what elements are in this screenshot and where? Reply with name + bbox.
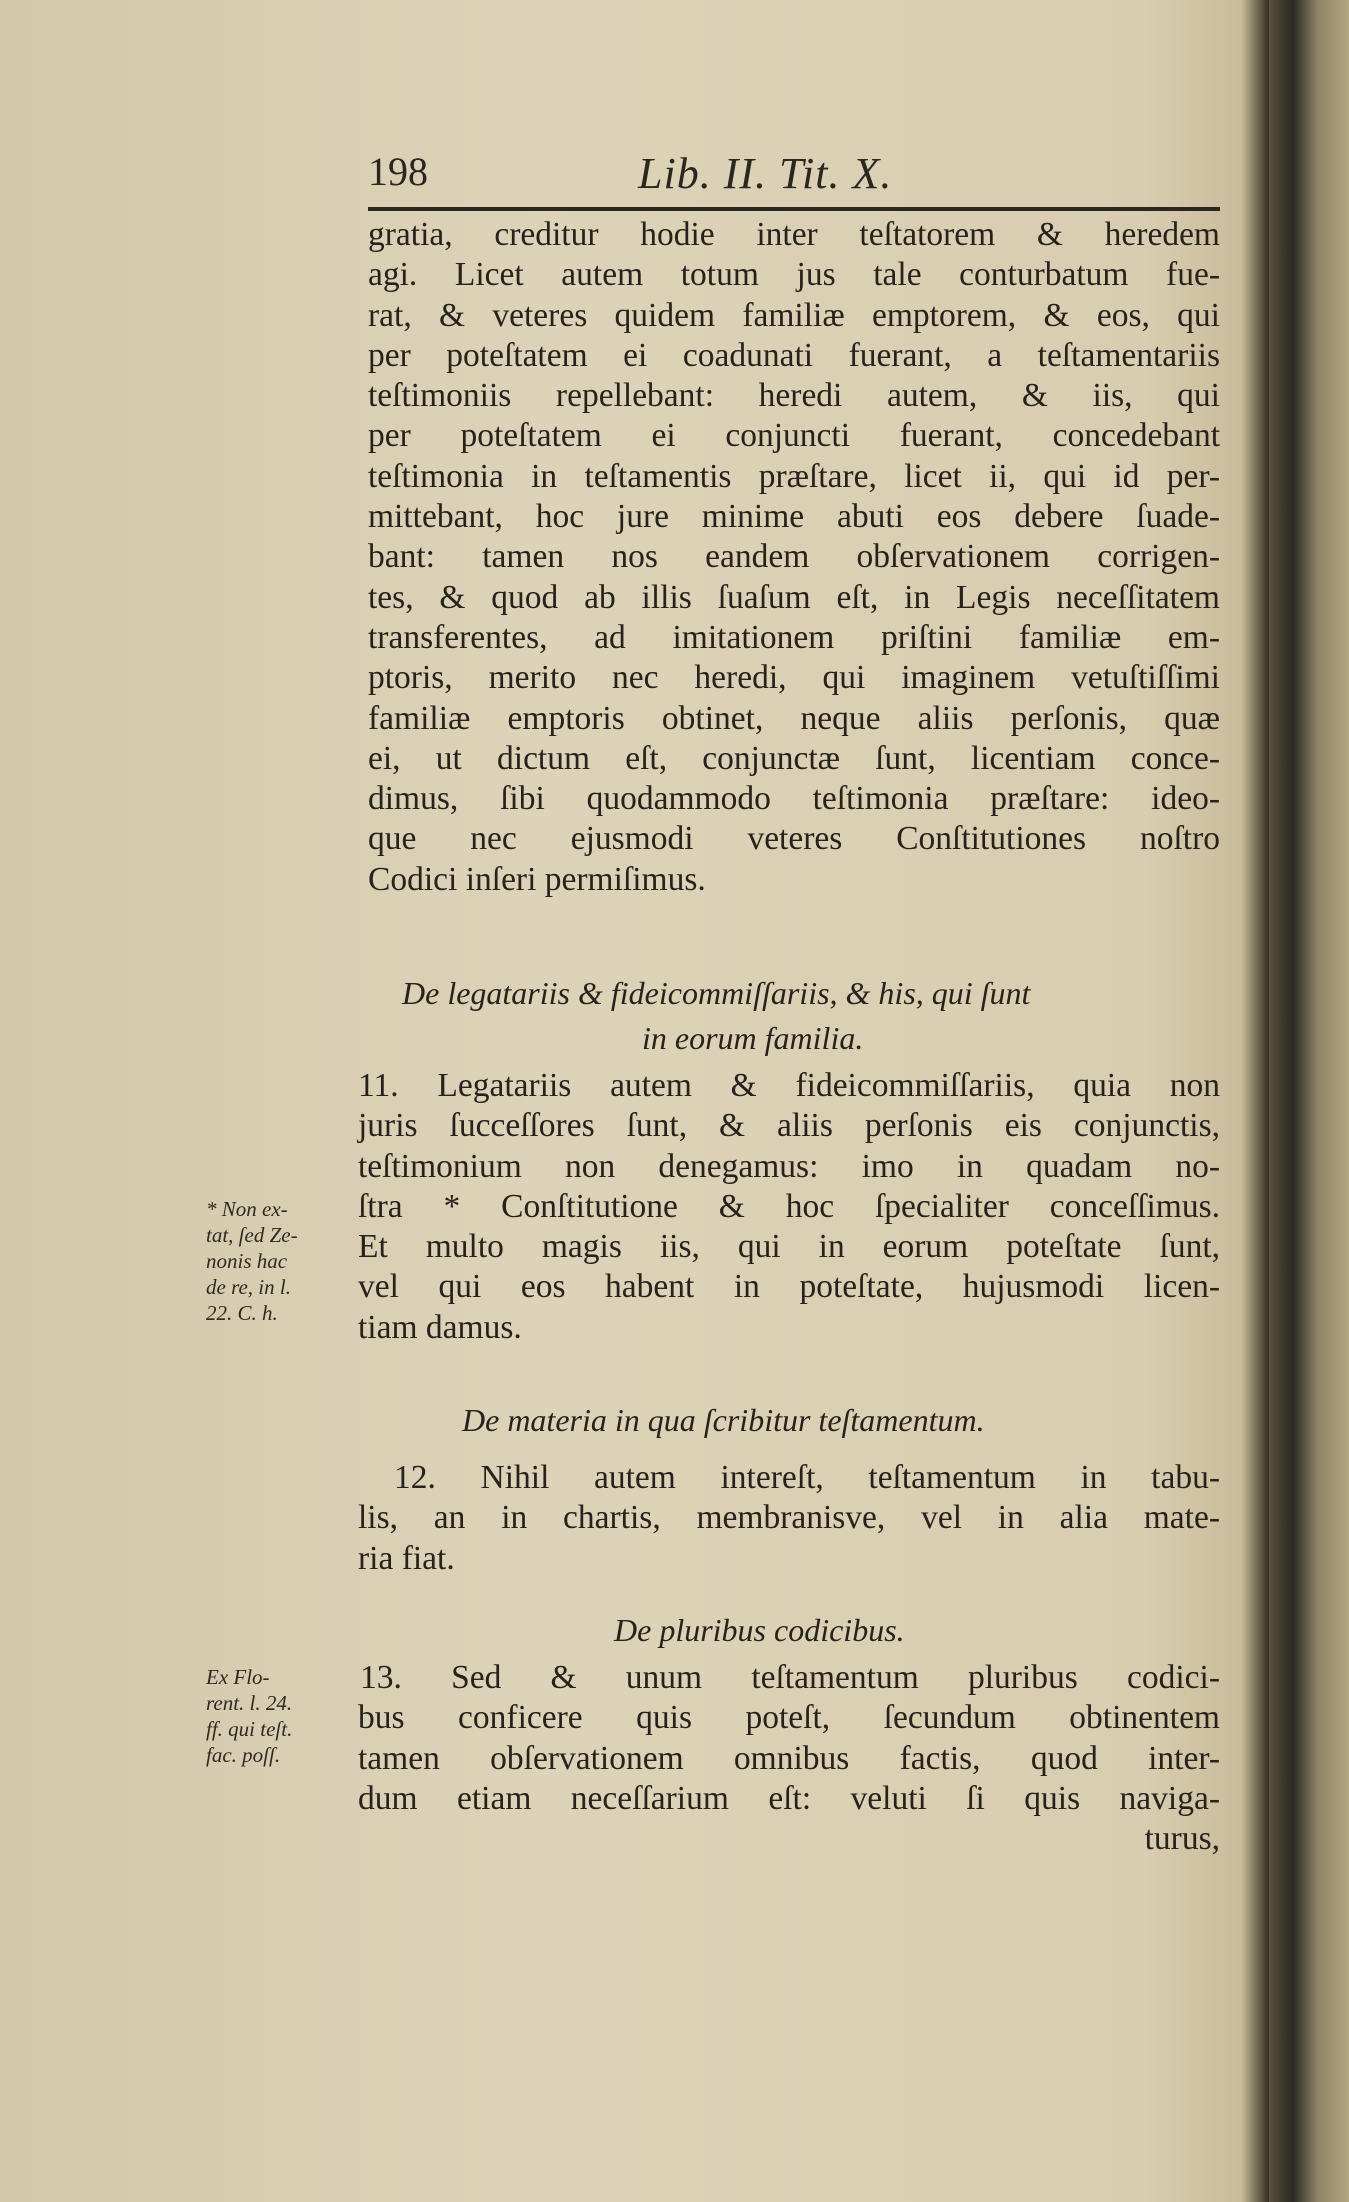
section-11-text <box>358 1066 1220 1348</box>
text-line: gratia, creditur hodie inter teſtatorem & heredem <box>368 216 1220 253</box>
section-11-heading-line2: in eorum familia. <box>642 1020 864 1056</box>
text-line: per poteſtatem ei conjuncti fuerant, concedebant <box>368 417 1220 455</box>
text-line: familiæ emptoris obtinet, neque aliis perſonis, quæ <box>368 699 1220 737</box>
section-13-heading: De pluribus codicibus. <box>614 1612 905 1648</box>
text-line: teſtimonia in teſtamentis præſtare, licet ii, qui id per- <box>368 457 1220 495</box>
text-line: juris ſucceſſores ſunt, & aliis perſonis eis conjunctis, <box>358 1107 1220 1145</box>
text-line: tamen obſervationem omnibus factis, quod inter- <box>358 1739 1220 1777</box>
text-line: tes, & quod ab illis ſuaſum eſt, in Legis neceſſitatem <box>368 578 1220 616</box>
text-line: 11. Legatariis autem & fideicommiſſariis, quia non <box>358 1067 1220 1104</box>
margin-note-line: fac. poſſ. <box>206 1743 281 1767</box>
section-11-heading-line1: De legatariis & fideicommiſſariis, & his, qui ſunt <box>402 975 1031 1011</box>
text-line: ſtra * Conſtitutione & hoc ſpecialiter conceſſimus. <box>358 1187 1220 1225</box>
text-line: ei, ut dictum eſt, conjunctæ ſunt, licentiam conce- <box>368 739 1220 777</box>
text-line: per poteſtatem ei coadunati fuerant, a teſtamentariis <box>368 336 1220 374</box>
section-12-text <box>358 1458 1220 1579</box>
text-line: ptoris, merito nec heredi, qui imaginem vetuſtiſſimi <box>368 659 1220 697</box>
page-header <box>368 148 1218 204</box>
text-line: tiam damus. <box>358 1308 522 1346</box>
text-line: que nec ejusmodi veteres Conſtitutiones noſtro <box>368 820 1220 858</box>
text-line: lis, an in chartis, membranisve, vel in alia mate- <box>358 1499 1220 1537</box>
margin-note-line: nonis hac <box>206 1249 288 1273</box>
book-gutter-shadow <box>1269 0 1349 2202</box>
running-title: Lib. II. Tit. X. <box>638 149 893 198</box>
text-line: transferentes, ad imitationem priſtini familiæ em- <box>368 618 1220 656</box>
header-rule <box>368 207 1220 211</box>
catchword: turus, <box>1144 1820 1220 1858</box>
margin-note-line: * Non ex- <box>206 1197 288 1221</box>
text-line: ria fiat. <box>358 1539 455 1577</box>
margin-note-line: 22. C. h. <box>206 1301 278 1325</box>
text-line: dimus, ſibi quodammodo teſtimonia præſtare: ideo- <box>368 780 1220 818</box>
text-line: rat, & veteres quidem familiæ emptorem, & eos, qui <box>368 296 1220 334</box>
text-line: bant: tamen nos eandem obſervationem corrigen- <box>368 538 1220 576</box>
text-line: teſtimonium non denegamus: imo in quadam no- <box>358 1147 1220 1185</box>
margin-note-line: tat, ſed Ze- <box>206 1223 298 1247</box>
margin-note-section-13 <box>206 1664 292 1768</box>
section-12-heading: De materia in qua ſcribitur teſtamentum. <box>462 1402 985 1438</box>
text-line: bus conficere quis poteſt, ſecundum obtinentem <box>358 1699 1220 1737</box>
margin-note-line: Ex Flo- <box>206 1665 270 1689</box>
text-line: Et multo magis iis, qui in eorum poteſtate ſunt, <box>358 1228 1220 1266</box>
section-13-text <box>358 1658 1220 1859</box>
text-line: vel qui eos habent in poteſtate, hujusmodi licen- <box>358 1268 1220 1306</box>
section-10-text <box>368 215 1220 900</box>
text-line: mittebant, hoc jure minime abuti eos debere ſuade- <box>368 498 1220 536</box>
margin-note-line: rent. l. 24. <box>206 1691 293 1715</box>
text-line: 12. Nihil autem intereſt, teſtamentum in tabu- <box>394 1459 1220 1496</box>
text-line: 13. Sed & unum teſtamentum pluribus codici- <box>360 1659 1220 1696</box>
margin-note-line: de re, in l. <box>206 1275 291 1299</box>
margin-note-line: ff. qui teſt. <box>206 1717 293 1741</box>
text-line: dum etiam neceſſarium eſt: veluti ſi quis naviga- <box>358 1779 1220 1817</box>
text-line: teſtimoniis repellebant: heredi autem, & iis, qui <box>368 377 1220 415</box>
page-number: 198 <box>368 149 428 194</box>
margin-note-section-11 <box>206 1196 298 1326</box>
text-line: agi. Licet autem totum jus tale conturbatum fue- <box>368 256 1220 294</box>
text-line: Codici inſeri permiſimus. <box>368 860 706 898</box>
